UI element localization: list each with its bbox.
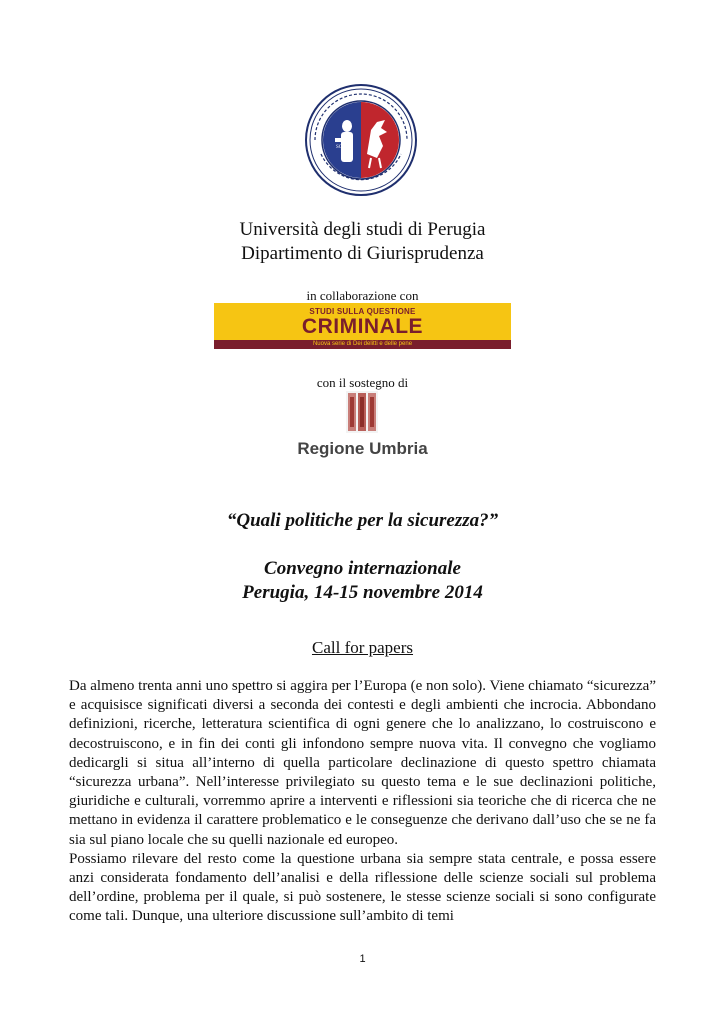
call-for-papers-heading: Call for papers xyxy=(311,638,414,657)
paragraph: Possiamo rilevare del resto come la questione urbana sia sempre stata centrale, e possa essere anzi considerata fondamento dell’analisi e della riflessione delle scienze sociali sul problema dell’ordine, problema per il quale, si può sostenere, le stesse scienze sociali si sono configurate come tali. Dunque, una ulteriore discussione sull’ambito di temi xyxy=(69,850,656,925)
regione-umbria-logo-text: Regione Umbria xyxy=(297,439,428,458)
event-question-title: “Quali politiche per la sicurezza?” xyxy=(226,510,499,531)
paragraph: Da almeno trenta anni uno spettro si aggira per l’Europa (e non solo). Viene chiamato “sicurezza” e acquisisce significati diversi a seconda dei contesti e degli ambienti che incrocia. Abbondano definizioni, ricerche, letteratura scientifica di ogni genere che lo analizzano, lo costruiscono e decostruiscono, e in fin dei conti gli infondono sempre nuova vita. Il convegno che vogliamo dedicargli si situa all’interno di quella particolare declinazione di questo spettro chiamata “sicurezza urbana”. Nell’interesse privilegiato su questo tema e le sue declinazioni politiche, giuridiche e culturali, vorremmo aprire a interventi e riflessioni sia teoriche che di ricerca che ne mettano in evidenza il carattere problematico e le conseguenze che derivano dall’uso che se ne fa sia sul piano locale che su quelli nazionale ed europeo. xyxy=(69,678,656,848)
criminale-logo-line3: Nuova serie di Dei delitti e delle pene xyxy=(312,341,413,347)
event-type: Convegno internazionale xyxy=(264,558,461,579)
event-place-date: Perugia, 14-15 novembre 2014 xyxy=(242,582,483,603)
criminale-logo-line1: STUDI SULLA QUESTIONE xyxy=(309,307,416,316)
criminale-journal-logo xyxy=(214,303,511,349)
support-label: con il sostegno di xyxy=(316,375,409,390)
regione-umbria-emblem-icon xyxy=(346,391,378,433)
department-name: Dipartimento di Giurisprudenza xyxy=(241,243,484,264)
criminale-logo-line2: CRIMINALE xyxy=(301,315,424,338)
collaboration-label: in collaborazione con xyxy=(306,288,419,303)
svg-text:SCS: SCS xyxy=(336,145,345,150)
page-number: 1 xyxy=(359,953,366,965)
university-name: Università degli studi di Perugia xyxy=(239,219,486,240)
university-seal-logo xyxy=(305,84,417,196)
body-text xyxy=(69,677,656,927)
